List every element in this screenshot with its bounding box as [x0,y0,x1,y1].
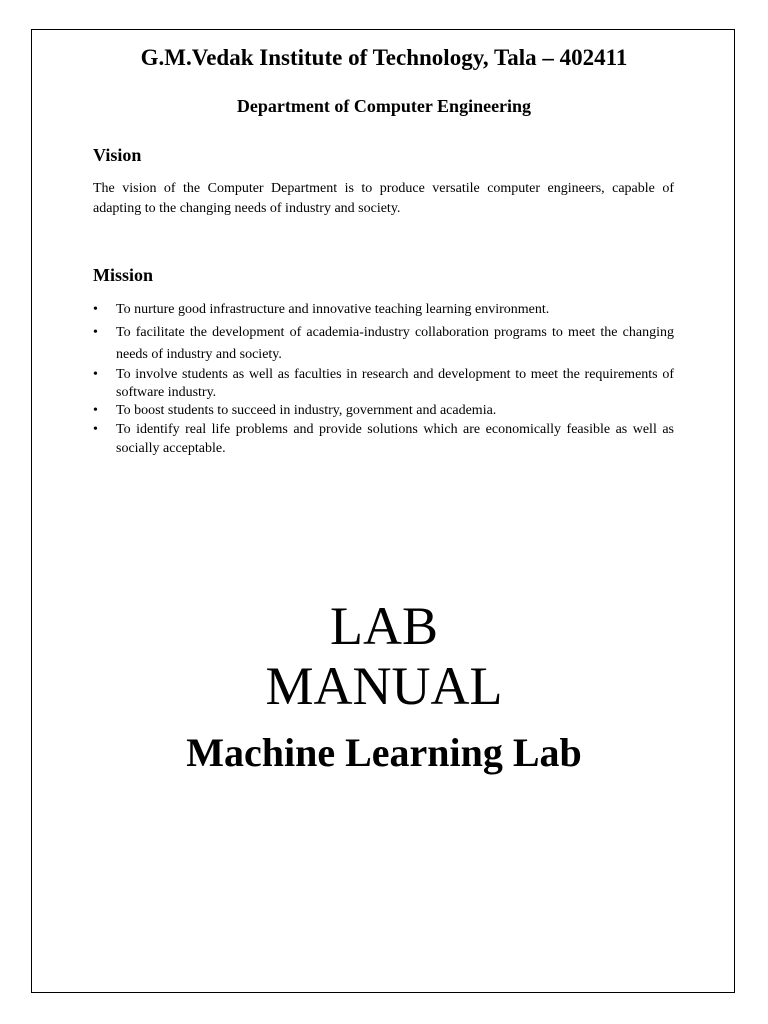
mission-item-text: To involve students as well as faculties in research and development to meet the requirements of software industry. [116,367,674,400]
bullet-icon: • [93,325,98,340]
mission-item-text: To nurture good infrastructure and innovative teaching learning environment. [116,302,550,317]
list-item [93,300,674,320]
mission-item-text: To facilitate the development of academia-industry collaboration programs to meet the changing needs of industry and society. [116,325,674,362]
department-name: Department of Computer Engineering [236,96,532,116]
mission-heading: Mission [93,265,154,285]
lab-title-line-2: MANUAL [265,656,503,716]
list-item [93,366,674,402]
mission-list [93,300,674,458]
mission-item-text: To boost students to succeed in industry, government and academia. [116,403,497,418]
institute-name: G.M.Vedak Institute of Technology, Tala – 402411 [140,45,628,70]
list-item [93,322,674,366]
page-border [31,29,735,993]
subject-title: Machine Learning Lab [186,730,582,775]
lab-title-line-1: LAB [330,596,438,656]
list-item [93,420,674,458]
bullet-icon: • [93,422,98,437]
lab-manual-title [0,596,768,716]
vision-heading: Vision [93,145,142,165]
mission-item-text: To identify real life problems and provide solutions which are economically feasible as well as socially acceptable. [116,422,674,456]
bullet-icon: • [93,403,98,418]
bullet-icon: • [93,302,98,317]
bullet-icon: • [93,367,98,382]
vision-text: The vision of the Computer Department is to produce versatile computer engineers, capable of adapting to the changing needs of industry and society. [93,181,674,216]
list-item [93,402,674,420]
